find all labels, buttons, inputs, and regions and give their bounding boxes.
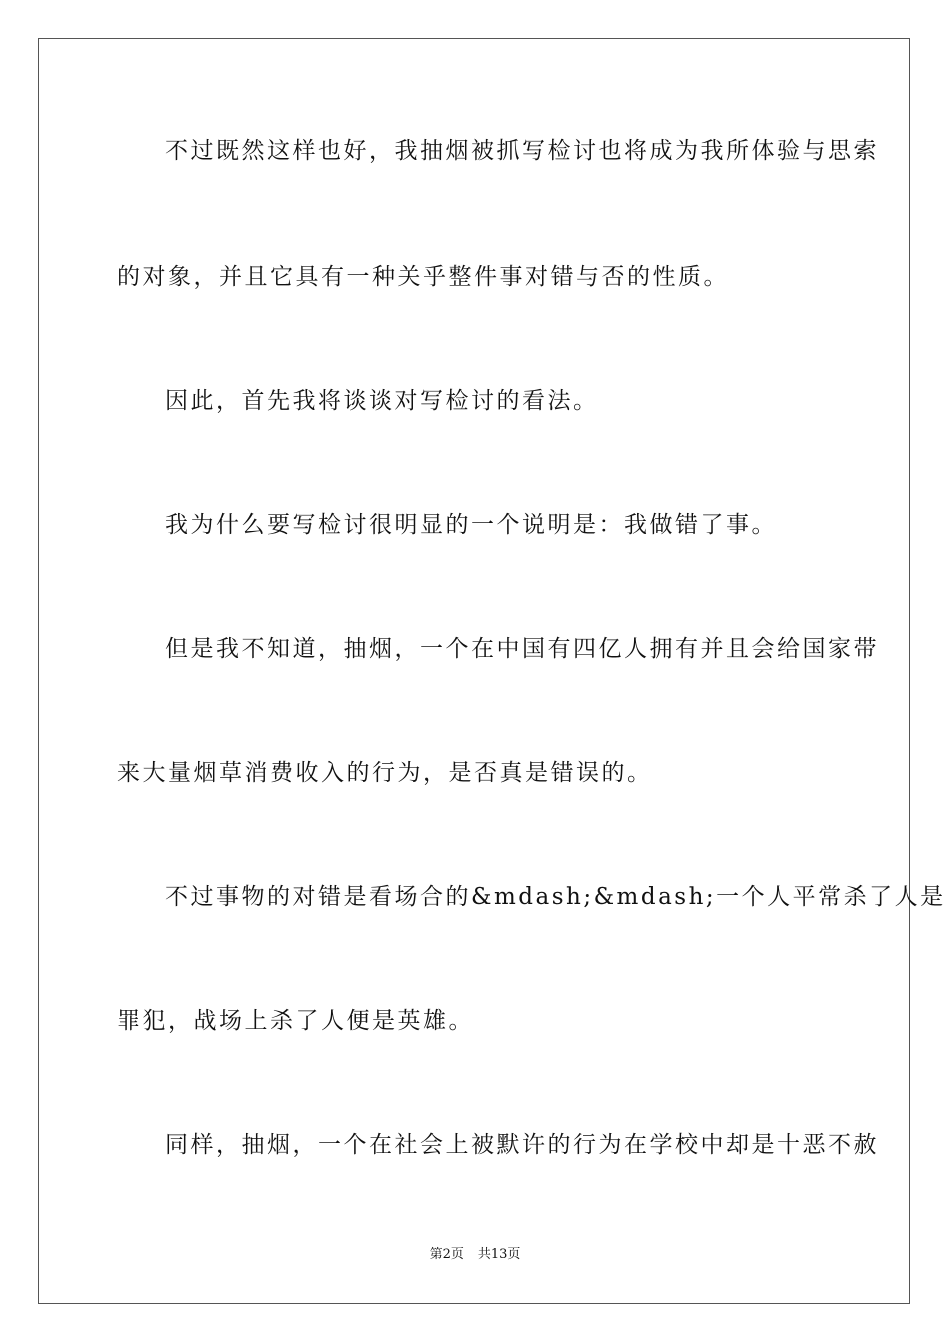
text-line: 同样，抽烟，一个在社会上被默许的行为在学校中却是十恶不赦 — [165, 1132, 879, 1158]
text-line: 来大量烟草消费收入的行为，是否真是错误的。 — [117, 760, 653, 786]
text-line: 但是我不知道，抽烟，一个在中国有四亿人拥有并且会给国家带 — [165, 636, 879, 662]
text-line: 因此，首先我将谈谈对写检讨的看法。 — [165, 388, 599, 414]
page-footer — [0, 1246, 950, 1264]
text-line: 不过既然这样也好，我抽烟被抓写检讨也将成为我所体验与思索 — [165, 138, 879, 164]
text-line: 的对象，并且它具有一种关乎整件事对错与否的性质。 — [117, 264, 729, 290]
text-line: 不过事物的对错是看场合的&mdash;&mdash;一个人平常杀了人是 — [165, 884, 946, 910]
page-number: 第2页 — [429, 1247, 464, 1262]
page-frame — [38, 38, 910, 1304]
text-line: 罪犯，战场上杀了人便是英雄。 — [117, 1008, 474, 1034]
page-total: 共13页 — [477, 1247, 521, 1262]
text-line: 我为什么要写检讨很明显的一个说明是：我做错了事。 — [165, 512, 777, 538]
